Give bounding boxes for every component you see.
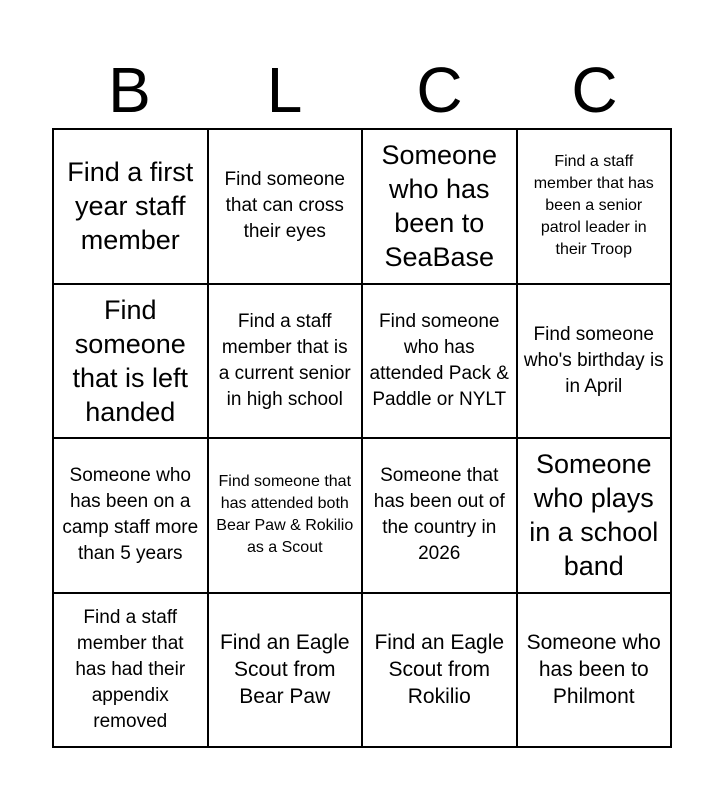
header-letter: C	[416, 54, 463, 126]
bingo-cell[interactable]: Find a first year staff member	[54, 130, 209, 285]
bingo-cell[interactable]: Someone who has been to SeaBase	[363, 130, 518, 285]
header-letter: L	[266, 54, 303, 126]
header-letter: C	[571, 54, 618, 126]
header-letter: B	[108, 54, 151, 126]
bingo-cell[interactable]: Find an Eagle Scout from Bear Paw	[209, 594, 364, 749]
bingo-cell[interactable]: Someone who has been on a camp staff more than 5 years	[54, 439, 209, 594]
bingo-cell[interactable]: Find someone that has attended both Bear Paw & Rokilio as a Scout	[209, 439, 364, 594]
bingo-cell[interactable]: Find a staff member that has had their appendix removed	[54, 594, 209, 749]
bingo-cell[interactable]: Find a staff member that has been a senior patrol leader in their Troop	[518, 130, 673, 285]
bingo-grid	[52, 128, 672, 748]
bingo-cell[interactable]: Find a staff member that is a current senior in high school	[209, 285, 364, 440]
bingo-header	[52, 52, 672, 128]
bingo-cell[interactable]: Someone that has been out of the country in 2026	[363, 439, 518, 594]
bingo-cell[interactable]: Find someone who has attended Pack & Paddle or NYLT	[363, 285, 518, 440]
bingo-cell[interactable]: Find someone that can cross their eyes	[209, 130, 364, 285]
bingo-cell[interactable]: Someone who has been to Philmont	[518, 594, 673, 749]
bingo-cell[interactable]: Find an Eagle Scout from Rokilio	[363, 594, 518, 749]
bingo-cell[interactable]: Find someone that is left handed	[54, 285, 209, 440]
bingo-cell[interactable]: Find someone who's birthday is in April	[518, 285, 673, 440]
bingo-cell[interactable]: Someone who plays in a school band	[518, 439, 673, 594]
